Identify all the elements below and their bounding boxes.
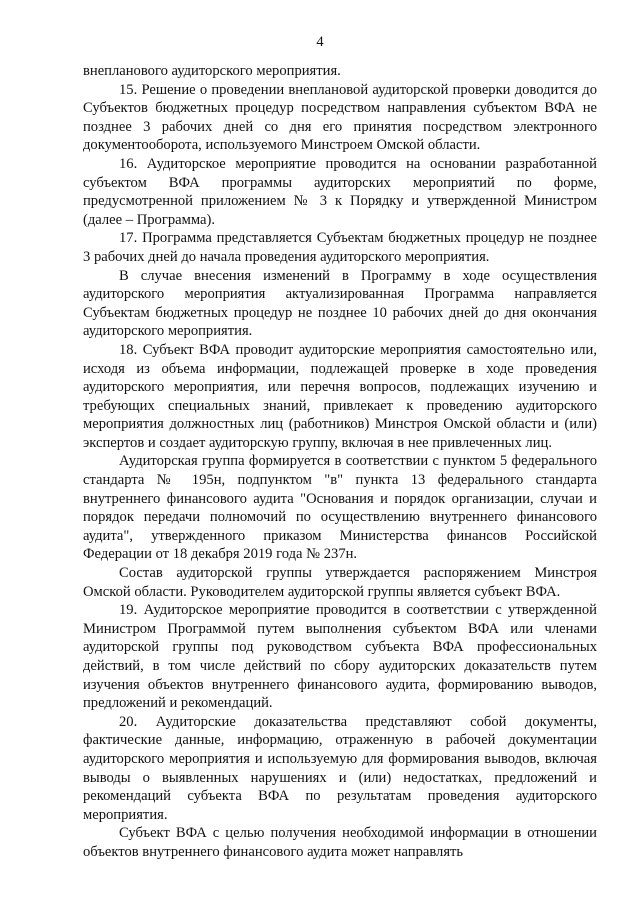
paragraph-15: 15. Решение о проведении внеплановой аудиторской проверки доводится до Субъектов бюджетных процедур посредством направления субъектом ВФА не позднее 3 рабочих дней со дня его принятия посредством электронного документооборота, используемого Минстроем Омской области. bbox=[83, 81, 597, 154]
paragraph-20-request: Субъект ВФА с целью получения необходимой информации в отношении объектов внутреннего финансового аудита может направлять bbox=[83, 825, 597, 860]
paragraph-continuation: внепланового аудиторского мероприятия. bbox=[83, 63, 341, 79]
paragraph-18-audit-group: Аудиторская группа формируется в соответствии с пунктом 5 федерального стандарта № 195н, подпунктом "в" пункта 13 федерального стандарта внутреннего финансового аудита "Основания и порядок организации, случаи и порядок передачи полномочий по осуществлению внутреннего финансового аудита", утвержденного приказом Министерства финансов Российской Федерации от 18 декабря 2019 года № 237н. bbox=[83, 453, 597, 563]
paragraph-16: 16. Аудиторское мероприятие проводится на основании разработанной субъектом ВФА программы аудиторских мероприятий по форме, предусмотренной приложением № 3 к Порядку и утвержденной Министром (далее – Программа). bbox=[83, 155, 597, 228]
paragraph-17-changes: В случае внесения изменений в Программу в ходе осуществления аудиторского мероприятия актуализированная Программа направляется Субъектам бюджетных процедур не позднее 10 рабочих дней до дня окончания аудиторского мероприятия. bbox=[83, 267, 597, 340]
page-number: 4 bbox=[316, 34, 324, 50]
paragraph-20: 20. Аудиторские доказательства представляют собой документы, фактические данные, информацию, отраженную в рабочей документации аудиторского мероприятия и используемую для формирования выводов, включая выводы о выявленных нарушениях и (или) недостатках, предложений и рекомендаций субъекта ВФА по результатам проведения аудиторского мероприятия. bbox=[83, 713, 597, 823]
paragraph-17: 17. Программа представляется Субъектам бюджетных процедур не позднее 3 рабочих дней до начала проведения аудиторского мероприятия. bbox=[83, 230, 597, 265]
document-body bbox=[83, 62, 597, 862]
paragraph-18: 18. Субъект ВФА проводит аудиторские мероприятия самостоятельно или, исходя из объема информации, подлежащей проверке в ходе проведения аудиторского мероприятия, или перечня вопросов, подлежащих изучению и требующих специальных знаний, привлекает к проведению аудиторского мероприятия должностных лиц (работников) Минстроя Омской области и (или) экспертов и создает аудиторскую группу, включая в нее привлеченных лиц. bbox=[83, 341, 597, 451]
paragraph-18-composition: Состав аудиторской группы утверждается распоряжением Минстроя Омской области. Руководителем аудиторской группы является субъект ВФА. bbox=[83, 565, 597, 600]
paragraph-19: 19. Аудиторское мероприятие проводится в соответствии с утвержденной Министром Программой путем выполнения субъектом ВФА или членами аудиторской группы под руководством субъекта ВФА профессиональных действий, в том числе действий по сбору аудиторских доказательств путем изучения объектов внутреннего финансового аудита, формированию выводов, предложений и рекомендаций. bbox=[83, 602, 597, 712]
